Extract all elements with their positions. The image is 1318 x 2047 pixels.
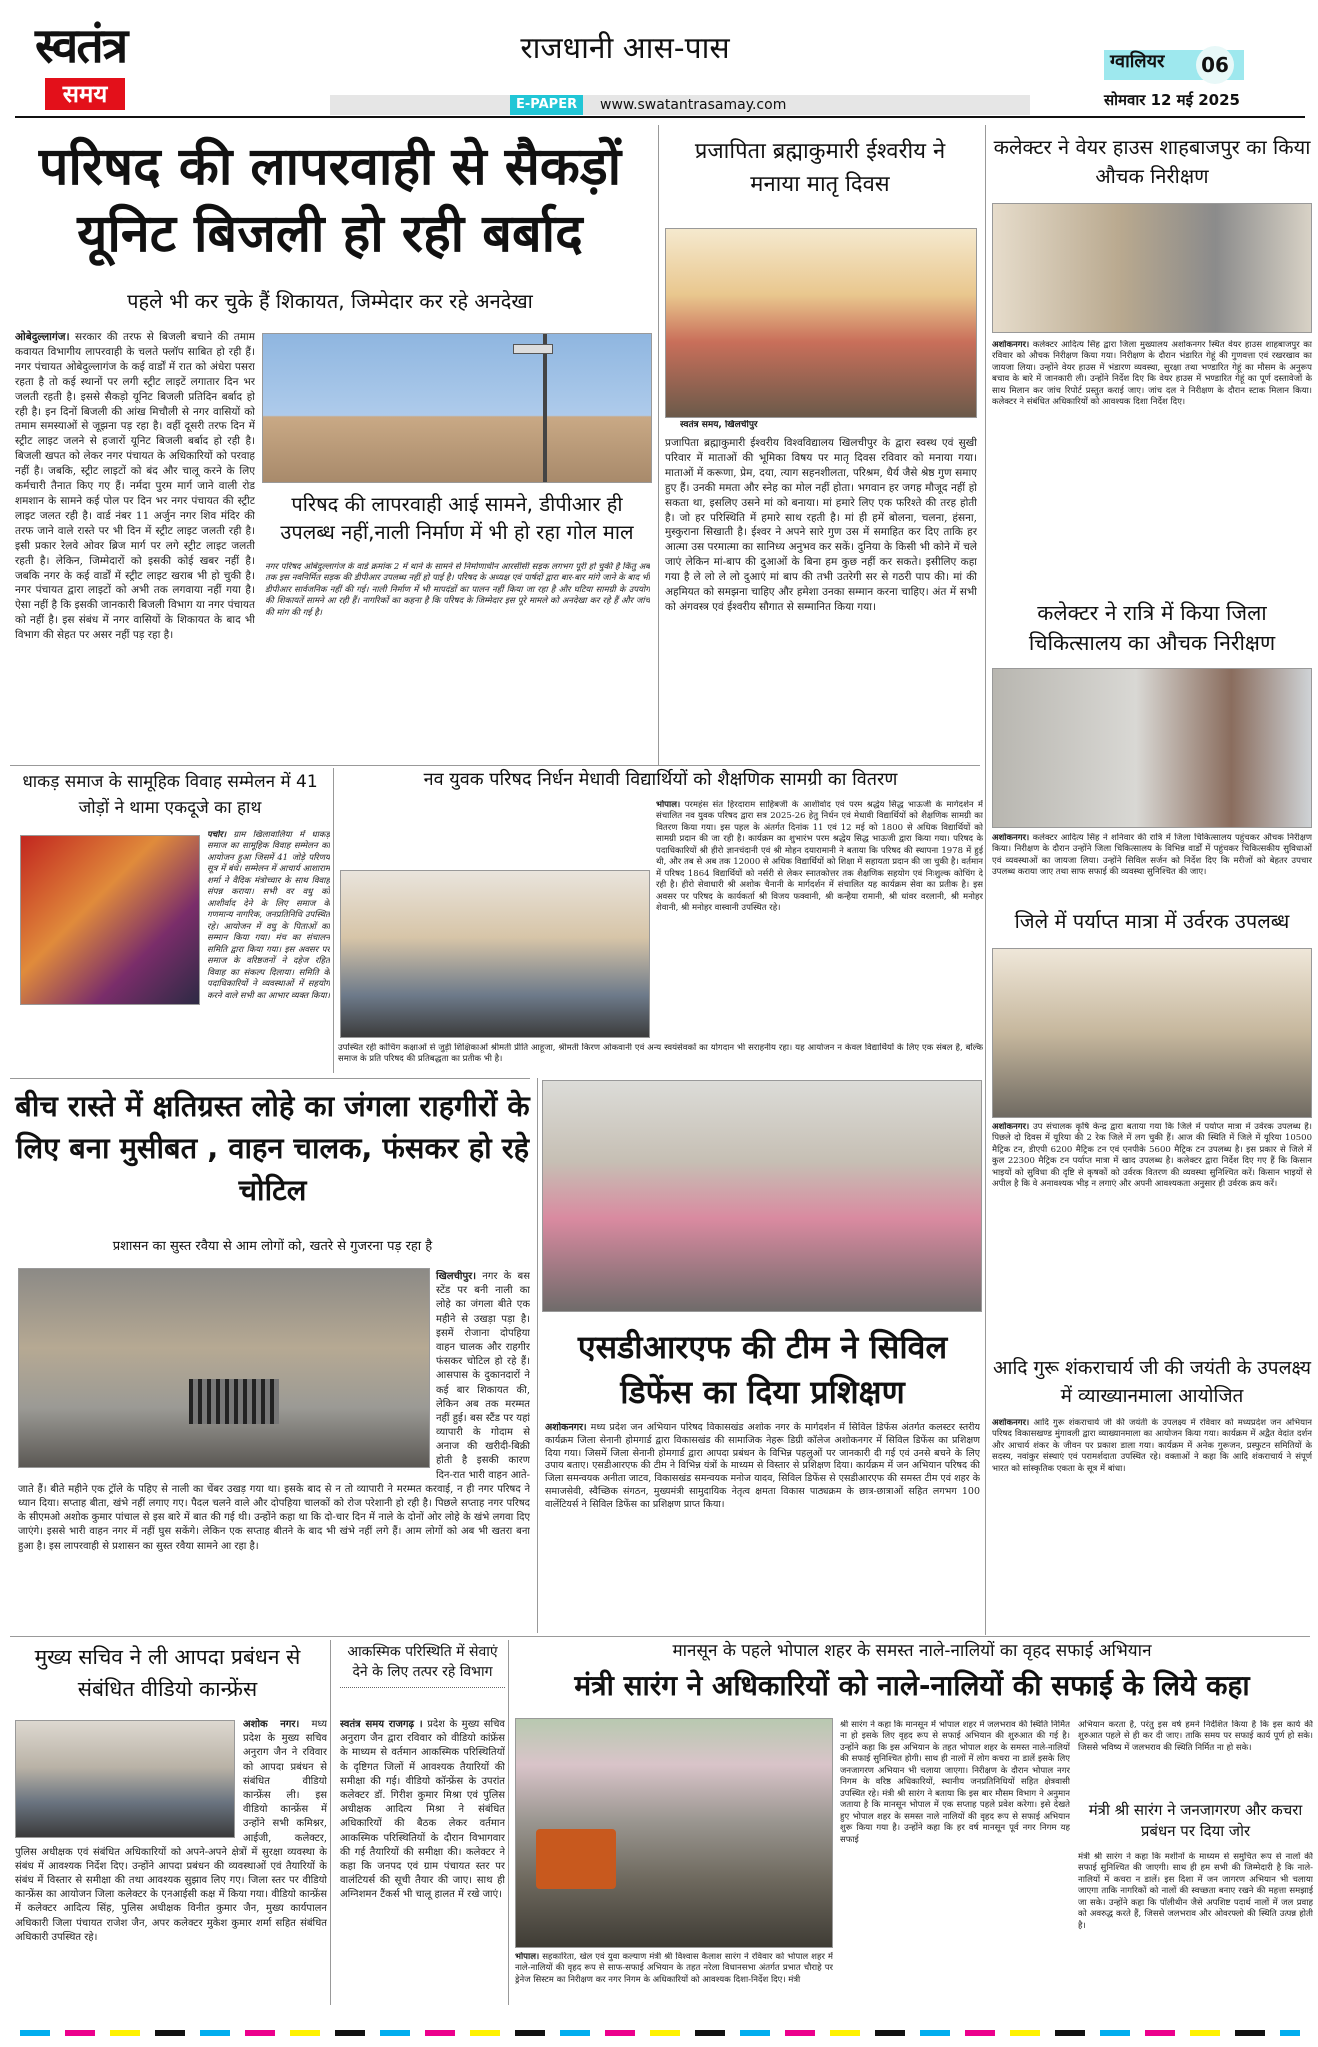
sdrf-text: मध्य प्रदेश जन अभियान परिषद विकासखंड अशोक नगर के मार्गदर्शन में सिविल डिफेंस अंतर्गत कलस्टर स्तरीय कार्यक्रम जिला सेनानी होमगार्ड द्वारा विकासखंड की सामाजिक नेहरू डिग्री कॉलेज अशोकनगर में सिविल डिफेंस का प्रशिक्षण दिया गया। जिसमें जिला सेनानी होमगार्ड द्वारा आपदा प्रबंधन के विभिन्न पहलुओं पर जानकारी दी गई एवं उनसे बचने के लिए उपाय बताए। एसडीआरएफ की टीम ने विभिन्न यंत्रों के माध्यम से विस्तार से प्रशिक्षण दिया। कार्यक्रम में जन अभियान परिषद की जिला समन्वयक अनीता जाटव, विकासखंड समन्वयक मनोज यादव, सिविल डिफेंस से एसडीआरएफ की समस्त टीम एवं शहर के समाजसेवी, स्वैच्छिक संगठन, मुख्यमंत्री सामुदायिक नेतृत्व क्षमता विकास पाठ्यक्रम के छात्र-छात्राओं सहित लगभग 100 वालेंटियर्स ने सिविल डिफेंस का प्रशिक्षण प्राप्त किया। (545, 1422, 980, 1510)
website-link[interactable]: www.swatantrasamay.com (600, 97, 787, 113)
navyuvak-photo (340, 870, 650, 1038)
emergency-dateline: स्वतंत्र समय राजगढ़ । (340, 1719, 423, 1730)
monsoon-subhead: मंत्री श्री सारंग ने जनजागरण और कचरा प्रबंधन पर दिया जोर (1088, 1801, 1303, 1840)
dhakad-dateline: पचोर। (207, 830, 227, 840)
shankaracharya-dateline: अशोकनगर। (992, 1418, 1030, 1428)
warehouse-body (992, 340, 1312, 590)
warehouse-headline: कलेक्टर ने वेयर हाउस शाहबाजपुर का किया औचक निरीक्षण (993, 135, 1311, 188)
fertilizer-dateline: अशोकनगर। (992, 1122, 1030, 1132)
sdrf-dateline: अशोकनगर। (545, 1422, 587, 1433)
lead-photo-streetlight (262, 333, 652, 483)
lead-headline-1: परिषद की लापरवाही से सैकड़ों (38, 137, 622, 197)
monsoon-body-right2: मंत्री श्री सारंग ने कहा कि मशीनों के माध्यम से समुचित रूप से नालों की सफाई सुनिश्चित की जाएगी। साथ ही हम सभी की जिम्मेदारी है कि नाले-नालियों में कचरा न डालें। इस दिशा में जन जागरण अभियान भी चलाया जाएगा ताकि नागरिकों को नालों की स्वच्छता बनाए रखने की महत्ता समझाई जा सके। उन्होंने कहा कि पॉलीथीन जैसे अपशिष्ट पदार्थ नालों में जल प्रवाह को अवरुद्ध करते हैं, जिससे जलभराव और ओवरफ्लो की स्थिति उत्पन्न होती है। (1078, 1852, 1313, 1931)
emergency-text: प्रदेश के मुख्य सचिव अनुराग जैन द्वारा रविवार को वीडियो कांफ्रेंस के माध्यम से वर्तमान आकस्मिक परिस्थितियों के दृष्टिगत जिलों में आवश्यक तैयारियों की समीक्षा की गई। वीडियो कॉन्फ्रेंस के उपरांत कलेक्टर डॉ. गिरीश कुमार मिश्रा एवं पुलिस अधीक्षक आदित्य मिश्रा ने संबंधित अधिकारियों की बैठक लेकर वर्तमान आकस्मिक परिस्थितियों के दौरान विभागवार की गई तैयारियों की समीक्षा की। कलेक्टर ने कहा कि जनपद एवं ग्राम पंचायत स्तर पर वालंटियर्स की सूची तैयार की जाए। साथ ही अग्निशमन टैंकर्स भी चालू हालत में रखे जाएं। (340, 1719, 505, 1901)
warehouse-text: कलेक्टर आदित्य सिंह द्वारा जिला मुख्यालय अशोकनगर स्थित वेयर हाउस शाहबाजपुर का रविवार को औचक निरीक्षण किया गया। निरीक्षण के दौरान भंडारित गेहूं की गुणवत्ता एवं रखरखाव का जायजा लिया। उन्होंने वेयर हाउस में भंडारण व्यवस्था, सुरक्षा तथा भण्डारित गेहूं का मौसम के अनुरूप बचाव के बारे में जानकारी ली। उन्होंने निर्देश दिए कि वेयर हाउस में भण्डारित गेहूं का पूर्ण दस्तावेजों के साथ मिलान कर जांच रिपोर्ट प्रस्तुत कराई जाए। जांच दल ने निरीक्षण के दौरान स्टाक मिलान किया। कलेक्टर ने संबंधित अधिकारियों को आवश्यक दिशा निर्देश दिए। (992, 340, 1312, 408)
video-conf-text: मध्य प्रदेश के मुख्य सचिव अनुराग जैन ने रविवार को आपदा प्रबंधन से संबंधित वीडियो कान्फ्रेंस ली। इस वीडियो कान्फ्रेंस में उन्होंने सभी कमिश्नर, आईजी, कलेक्टर, पुलिस अधीक्षक एवं संबंधित अधिकारियों को अपने-अपने क्षेत्रों में सुरक्षा व्यवस्था के संबंध में आवश्यक निर्देश दिए। उन्होंने आपदा प्रबंधन की व्यवस्थाओं एवं तैयारियों के संबंध में विस्तार से समीक्षा की तथा आवश्यक सुझाव लिए गए। जिला स्तर पर वीडियो कान्फ्रेंस का आयोजन जिला कलेक्टर के एनआईसी कक्ष में किया गया। वीडियो कान्फ्रेंस में कलेक्टर आदित्य सिंह, पुलिस अधीक्षक विनीत कुमार जैन, मुख्य कार्यपालन अधिकारी जिला पंचायत राजेश जैन, अपर कलेक्टर मुकेश कुमार शर्मा सहित संबंधित अधिकारी उपस्थित रहे। (15, 1719, 327, 1943)
monsoon-dateline: भोपाल। (515, 1952, 540, 1962)
warehouse-dateline: अशोकनगर। (992, 340, 1030, 350)
fertilizer-body (992, 1122, 1312, 1350)
emergency-headline: आकस्मिक परिस्थिति में सेवाएं देने के लिए तत्पर रहे विभाग (340, 1642, 505, 1688)
hospital-photo (992, 668, 1312, 828)
emergency-body (340, 1718, 505, 2000)
city-name: ग्वालियर (1110, 51, 1165, 72)
lead-dateline: ओबेदुल्लागंज। (15, 331, 70, 343)
monsoon-kicker: मानसून के पहले भोपाल शहर के समस्त नाले-नालियों का वृहद सफाई अभियान (672, 1641, 1152, 1661)
brahma-photo (665, 228, 977, 418)
sdrf-headline: एसडीआरएफ की टीम ने सिविल डिफेंस का दिया प्रशिक्षण (577, 1328, 948, 1411)
hospital-dateline: अशोकनगर। (992, 833, 1030, 843)
hospital-text: कलेक्टर आदित्य सिंह ने शनिवार की रात्रि में जिला चिकित्सालय पहुंचकर औचक निरीक्षण किया। निरीक्षण के दौरान उन्होंने जिला चिकित्सालय के विभिन्न वार्डों में पहुंचकर चिकित्सकीय सुविधाओं एवं व्यवस्थाओं का जायजा लिया। उन्होंने सिविल सर्जन को निर्देश दिए कि मरीजों को बेहतर उपचार उपलब्ध कराया जाए तथा साफ सफाई की व्यवस्था सुनिश्चित की जाए। (992, 833, 1312, 878)
monsoon-text-left: सहकारिता, खेल एवं युवा कल्याण मंत्री श्री विश्वास कैलाश सारंग ने रविवार को भोपाल शहर में नाले-नालियों की वृहद रूप से साफ-सफाई अभियान के तहत नरेला विधानसभा अंतर्गत प्रभात चौराहे पर ड्रेनेज सिस्टम का निरीक्षण कर नगर निगम के अधिकारियों को आवश्यक दिशा-निर्देश दिए। मंत्री (515, 1952, 833, 1985)
dhakad-body (15, 830, 330, 1040)
streetlight-pole (543, 334, 547, 483)
excavator (536, 1829, 616, 1889)
page-number: 06 (1196, 46, 1234, 84)
print-registration-bars (20, 2030, 1300, 2036)
issue-date: सोमवार 12 मई 2025 (1104, 91, 1240, 109)
masthead (0, 0, 1318, 118)
navyuvak-caption: उपस्थित रही कोचिंग कक्षाओं से जुड़ी शिक्षिकाओं श्रीमती प्रीति आहूजा, श्रीमती किरण ओकवानी एवं अन्य स्वयंसेवकों का योगदान भी सराहनीय रहा। यह आयोजन न केवल विद्यार्थियों के लिए एक संबल है, बल्कि समाज के प्रति परिषद की प्रतिबद्धता का प्रतीक भी है। (338, 1043, 983, 1065)
lead-headline-2: यूनिट बिजली हो रही बर्बाद (77, 204, 583, 264)
logo-top: स्वतंत्र (35, 18, 127, 74)
hospital-body (992, 833, 1312, 903)
lead-sub-headline: परिषद की लापरवाही आई सामने, डीपीआर ही उपलब्ध नहीं,नाली निर्माण में भी हो रहा गोल माल (280, 492, 634, 544)
streetlight-lamp (513, 344, 553, 354)
section-title: राजधानी आस-पास (520, 31, 730, 66)
monsoon-body-mid: श्री सारंग ने कहा कि मानसून में भोपाल शहर में जलभराव की स्थिति निर्मित ना हो इसके लिए वृहद रूप से सफाई अभियान की शुरुआत की गई है। उन्होंने कहा कि इस अभियान के तहत भोपाल शहर के समस्त नाले-नालियों की सफाई सुनिश्चित होगी। साथ ही नालों में लोग कचरा ना डालें इसके लिए जनजागरण अभियान भी चलाया जाएगा। निरीक्षण के दौरान भोपाल नगर निगम के वरिष्ठ अधिकारियों, स्थानीय जनप्रतिनिधियों सहित क्षेत्रवासी उपस्थित रहे। मंत्री श्री सारंग ने बताया कि इस बार मौसम विभाग ने अनुमान जताया है कि मानसून भोपाल में एक सप्ताह पहले प्रवेश करेगा। इसे देखते हुए भोपाल शहर के समस्त नाले नालियों की वृहद रूप से सफाई अभियान शुरू किया गया है। उन्होंने कहा कि हर वर्ष मानसून पूर्व नगर निगम यह सफाई (840, 1720, 1070, 1845)
shankaracharya-text: आदि गुरू शंकराचार्य जी की जयंती के उपलक्ष्य में रविवार को मध्यप्रदेश जन अभियान परिषद विकासखण्ड मुंगावली द्वारा व्याख्यानमाला का आयोजन किया गया। कार्यक्रम में अद्वैत वेदांत दर्शन और आचार्य शंकर के जीवन पर प्रकाश डाला गया। कार्यक्रम में अनेक गुरूजन, प्रस्फुटन समितियों के सदस्य, नवांकुर संस्थाएं एवं परामर्शदाता उपस्थित रहे। वक्ताओं ने कहा कि आदि शंकराचार्य ने संपूर्ण भारत को सांस्कृतिक एकता के सूत्र में बांधा। (992, 1418, 1312, 1474)
fertilizer-photo (992, 948, 1312, 1118)
railing-headline: बीच रास्ते में क्षतिग्रस्त लोहे का जंगला राहगीरों के लिए बना मुसीबत , वाहन चालक, फंसकर हो रहे चोटिल (15, 1089, 530, 1208)
monsoon-body-right: अभियान करता है, परंतु इस वर्ष हमने निर्देशित किया है कि इस कार्य की शुरुआत पहले से ही कर दी जाए। ताकि समय पर सफाई कार्य पूर्ण हो सके। जिससे भविष्य में जलभराव की स्थिति निर्मित ना हो सके। (1078, 1720, 1313, 1753)
fertilizer-headline: जिले में पर्याप्त मात्रा में उर्वरक उपलब्ध (1014, 909, 1290, 933)
epaper-label: E-PAPER (510, 95, 583, 115)
masthead-rule (15, 116, 1305, 118)
page-badge (1104, 50, 1244, 80)
warehouse-photo (992, 203, 1312, 333)
brahma-body: प्रजापिता ब्रह्माकुमारी ईश्वरीय विश्वविद्यालय खिलचीपुर के द्वारा स्वस्थ एवं सुखी परिवार में माताओं की भूमिका विषय पर मातृ दिवस रविवार को मनाया गया। माताओं में करूणा, प्रेम, दया, त्याग सहनशीलता, परिश्रम, धैर्य जैसे श्रेष्ठ गुण समाए हुए हैं। उनकी ममता और स्नेह का मोल नहीं होता। भगवान हर जगह मौजूद नहीं हो सकता था, इसलिए उसने मां को बनाया। मां हमारे लिए एक फरिश्ते की तरह होती है। जो हर परिस्थिति में हमारे साथ रहती है। मां ही हमें बोलना, चलना, हंसना, मुस्कुराना सिखाती है। ईश्वर ने अपने सारे गुण उस में समाहित कर दिए ताकि हर आत्मा उस परमात्मा का सानिध्य अनुभव कर सकें। दुनिया के किसी भी कोने में चले जाएं लेकिन मां-बाप की दुआओं के बिना हम कुछ नहीं कर सकते। इसीलिए कहा गया है ले लो ले लो दुआएं मां बाप की तभी उतरेगी सर से गठरी पाप की। मां की अहमियत को समझना चाहिए और हमेशा उनका सम्मान करना चाहिए। अंत में सभी को अंगवस्त्र एवं ईश्वरीय सौगात से सम्मानित किया गया। (665, 437, 977, 613)
monsoon-body-left (515, 1952, 833, 2002)
sdrf-classroom-photo (542, 1080, 982, 1312)
monsoon-headline: मंत्री सारंग ने अधिकारियों को नाले-नालियों की सफाई के लिये कहा (574, 1669, 1250, 1702)
website-bar (330, 95, 1030, 115)
hospital-headline: कलेक्टर ने रात्रि में किया जिला चिकित्सालय का औचक निरीक्षण (1028, 601, 1276, 656)
brahma-headline: प्रजापिता ब्रह्माकुमारी ईश्वरीय ने मनाया मातृ दिवस (694, 139, 946, 197)
railing-subhead: प्रशासन का सुस्त रवैया से आम लोगों को, खतरे से गुजरना पड़ रहा है (112, 1239, 433, 1254)
monsoon-drain-photo (515, 1718, 833, 1948)
navyuvak-headline: नव युवक परिषद निर्धन मेधावी विद्यार्थियों को शैक्षणिक सामग्री का वितरण (423, 769, 898, 790)
railing-dateline: खिलचीपुर। (436, 1271, 477, 1282)
video-conf-body (15, 1718, 327, 2000)
brahma-photo-credit: स्वतंत्र समय, खिलचीपुर (680, 420, 758, 430)
railing-body (18, 1270, 530, 1632)
video-conf-dateline: अशोक नगर। (243, 1719, 300, 1730)
shankaracharya-headline: आदि गुरू शंकराचार्य जी की जयंती के उपलक्ष्य में व्याख्यानमाला आयोजित (993, 1357, 1311, 1407)
sdrf-body (545, 1422, 980, 1632)
lead-text: सरकार की तरफ से बिजली बचाने की तमाम कवायत विभागीय लापरवाही के चलते फ्लॉप साबित हो रही हैं। नगर पंचायत ओबेदुल्लागंज के कई वार्डों में रात को अंधेरा पसरा रहता है तो कई स्थानों पर लगी स्ट्रीट लाइटें लगातार दिन भर जलती रहती है। इससे सैकड़ो यूनिट बिजली प्रतिदिन बर्बाद हो रही है। इन दिनों बिजली की आंख मिचौली से नगर वासियों को तमाम समस्याओं से जूझना पड़ रहा है। वहीं दूसरी तरफ दिन में स्ट्रीट लाइट जलने से हजारों यूनिट बिजली बर्बाद हो रही है। बिजली खपत को लेकर नगर पंचायत के अधिकारियों को परवाह नहीं है। जबकि, स्ट्रीट लाइटों को बंद और चालू करने के लिए कर्मचारी तैनात किए गए हैं। नर्मदा पुरम मार्ग जाने वाली रोड शमशान के सामने कई पोल पर दिन भर नगर पंचायत की स्ट्रीट लाइट जलत रही है। वार्ड नंबर 11 अर्जुन नगर शिव मंदिर की तरफ जाने वाले रास्ते पर भी दिन में स्ट्रीट लाइट जलती रही है। इसी प्रकार रेलवे ओवर ब्रिज मार्ग पर लगे स्ट्रीट लाइट जलती रहती है। लेकिन, जिम्मेदारों को इसकी कोई खबर नहीं है। जबकि नगर के कई वार्डों में स्ट्रीट लाइट खराब भी हो चुकी है। नगर पंचायत द्वारा लाइटों को अभी तक लगवाया नहीं गया है। ऐसा नहीं है कि इसकी जानकारी बिजली विभाग या नगर पंचायत को नहीं है। इस संबंध में नगर वासियों के शिकायत के बाद भी विभाग की सेहत पर असर नहीं पड़ रहा है। (15, 331, 255, 642)
video-conf-headline: मुख्य सचिव ने ली आपदा प्रबंधन से संबंधित वीडियो कान्फ्रेंस (34, 1645, 301, 1701)
lead-subhead: पहले भी कर चुके हैं शिकायत, जिम्मेदार कर रहे अनदेखा (127, 289, 533, 313)
railing-text: नगर के बस स्टेंड पर बनी नाली का लोहे का जंगला बीते एक महीने से उखड़ा पड़ा है। इसमें रोजाना दोपहिया वाहन चालक और राहगीर फंसकर चोटिल हो रहे हैं। आसपास के दुकानदारों ने कई बार शिकायत की, लेकिन अब तक मरम्मत नहीं हुई। बस स्टैंड पर यहां व्यापारी के गोदाम से अनाज की खरीदी-बिक्री होती है इसकी कारण दिन-रात भारी वाहन आते-जाते हैं। बीते महीने एक ट्रॉले के पहिए से नाली का चेंबर उखड़ गया था। इसके बाद से न तो व्यापारी ने मरम्मत करवाई, न ही नगर परिषद ने ध्यान दिया। सप्ताह बीता, खंभे नहीं लगाए गए। पैदल चलने वाले और दोपहिया चालकों को रोज परेशानी हो रही है। पिछले सप्ताह नगर परिषद के सीएमओ अशोक कुमार पांचाल से इस बारे में बात की गई थी। उन्होंने कहा था कि दो-चार दिन में नाले के दोनों ओर लोहे के खंभे लगवा दिए जाएंगे। इससे भारी वाहन नगर में नहीं घुस सकेंगे। लेकिन एक सप्ताह बीतने के बाद भी खंभे नहीं लगे हैं। आम लोगों को अब भी खतरा बना हुआ है। इस लापरवाही से प्रशासन का सुस्त रवैया सामने आ रहा है। (18, 1271, 530, 1552)
logo-bottom: समय (45, 78, 125, 110)
lead-sub-body: नगर परिषद ओबेदुल्लागंज के वार्ड क्रमांक 2 में थाने के सामने से निर्माणाधीन आरसीसी सड़क लगभग पूरी हो चुकी है किंतु अब तक इस नवनिर्मित सड़क की डीपीआर उपलब्ध नहीं हो पाई है। परिषद के अध्यक्ष एवं पार्षदों द्वारा बार-बार मांगे जाने के बाद भी डीपीआर सार्वजनिक नहीं की गई। नाली निर्माण में भी मापदंडों का पालन नहीं किया जा रहा है और घटिया सामग्री के उपयोग की शिकायतें सामने आ रही हैं। नागरिकों का कहना है कि परिषद के जिम्मेदार इस पूरे मामले को अनदेखा कर रहे हैं और जांच की मांग की गई है। (265, 562, 650, 618)
lead-body (15, 330, 255, 760)
fertilizer-text: उप संचालक कृषि केन्द्र द्वारा बताया गया कि जिले में पर्याप्त मात्रा में उर्वरक उपलब्ध है। पिछले दो दिवस में यूरिया की 2 रेक जिले में लग चुकी हैं। आज की स्थिति में जिले में यूरिया 10500 मैट्रिक टन, डीएपी 6200 मैट्रिक टन एवं एनपीके 5600 मैट्रिक टन उपलब्ध है। इस प्रकार से जिले में कुल 22300 मैट्रिक टन पर्याप्त मात्रा में खाद उपलब्ध है। कलेक्टर द्वारा निर्देश दिए गए हैं कि किसान भाइयों को सुविधा की दृष्टि से कृषकों को उर्वरक वितरण की व्यवस्था सुनिश्चित करें। किसान भाइयों से अपील है कि वे अनावश्यक भीड़ न लगाएं और अपनी आवश्यकता अनुसार ही उर्वरक क्रय करें। (992, 1122, 1312, 1190)
dhakad-text: ग्राम खिलावालिया में धाकड़ समाज का सामूहिक विवाह सम्मेलन का आयोजन हुआ जिसमें 41 जोड़े परिणय सूत्र में बंधे। सम्मेलन में आचार्य आशाराम शर्मा ने वैदिक मंत्रोच्चार के साथ विवाह संपन्न कराया। सभी वर वधु को आशीर्वाद देने के लिए समाज के गणमान्य नागरिक, जनप्रतिनिधि उपस्थित रहे। आयोजन में वधु के पिताओं का सम्मान किया गया। मंच का संचालन समिति द्वारा किया गया। इस अवसर पर समाज के वरिष्ठजनों ने दहेज रहित विवाह का संकल्प दिलाया। समिति के पदाधिकारियों ने व्यवस्थाओं में सहयोग करने वाले सभी का आभार व्यक्त किया। (207, 830, 330, 1001)
dhakad-headline: धाकड़ समाज के सामूहिक विवाह सम्मेलन में 41 जोड़ों ने थामा एकदूजे का हाथ (22, 772, 318, 818)
navyuvak-text: परमहंस संत हिरदाराम साहिबजी के आशीर्वाद एवं परम श्रद्धेय सिद्ध भाऊजी के मार्गदर्शन में संचालित नव युवक परिषद द्वारा सत्र 2025-26 हेतु निर्धन एवं मेधावी विद्यार्थियों को शैक्षणिक सामग्री का वितरण किया गया। इस पहल के अंतर्गत दिनांक 11 एवं 12 मई को 1800 से अधिक विद्यार्थियों को सामग्री प्रदान की जा रही है। कार्यक्रम का शुभारंभ परम श्रद्धेय सिद्ध भाऊजी द्वारा किया गया। परिषद के पदाधिकारियों श्री हीरो ज्ञानचंदानी एवं श्री मोहन दयारामानी ने बताया कि परिषद की स्थापना 1978 में हुई थी, और तब से अब तक 12000 से अधिक विद्यार्थियों को शिक्षा में सहायता प्रदान की जा चुकी है। वर्तमान में परिषद 1864 विद्यार्थियों को नर्सरी से लेकर स्नातकोत्तर तक शैक्षणिक सहयोग एवं निःशुल्क कोचिंग दे रही है। हीरो सेवाधारी श्री अशोक चैनानी के मार्गदर्शन में संचालित यह कार्यक्रम सेवा का प्रतीक है। इस अवसर पर परिषद के कार्यकर्ता श्री विजय फक्वानी, श्री कन्हैया रामानी, श्री धांवर वरलानी, श्री मनोहर शेवानी, श्री मनोहर वास्वानी उपस्थित रहे। (656, 800, 983, 914)
navyuvak-dateline: भोपाल। (656, 800, 681, 810)
shankaracharya-body (992, 1418, 1312, 1633)
